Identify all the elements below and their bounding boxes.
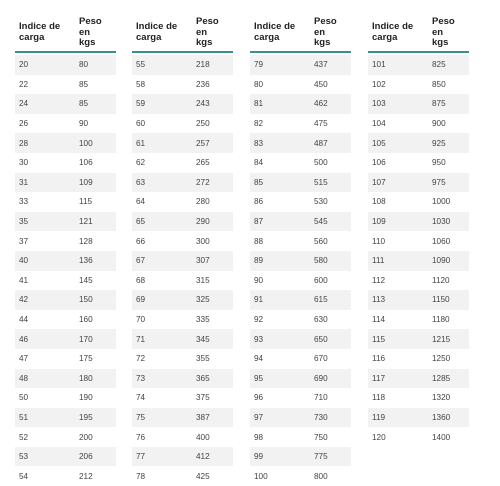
table-header <box>250 15 351 53</box>
load-index-cell: 26 <box>19 119 29 129</box>
table-row <box>368 329 469 349</box>
weight-cell: 325 <box>196 295 210 305</box>
table-row <box>15 310 116 330</box>
weight-cell: 730 <box>314 412 328 422</box>
weight-cell: 1320 <box>432 393 451 403</box>
load-index-cell: 75 <box>136 412 146 422</box>
weight-cell: 450 <box>314 79 328 89</box>
table-row <box>132 349 233 369</box>
table-row <box>368 153 469 173</box>
table-row <box>368 75 469 95</box>
weight-cell: 475 <box>314 119 328 129</box>
load-index-cell: 52 <box>19 432 29 442</box>
weight-cell: 650 <box>314 334 328 344</box>
load-index-cell: 99 <box>254 452 264 462</box>
load-index-cell: 28 <box>19 138 29 148</box>
weight-cell: 272 <box>196 177 210 187</box>
load-index-cell: 78 <box>136 471 146 481</box>
table-header <box>132 15 233 53</box>
table-row <box>15 427 116 447</box>
weight-cell: 128 <box>79 236 93 246</box>
weight-cell: 825 <box>432 60 446 70</box>
weight-cell: 1180 <box>432 315 450 325</box>
weight-cell: 800 <box>314 471 328 481</box>
load-index-cell: 40 <box>19 256 29 266</box>
weight-cell: 500 <box>314 158 328 168</box>
table-row <box>132 173 233 193</box>
load-index-cell: 116 <box>372 354 386 364</box>
weight-cell: 400 <box>196 432 210 442</box>
weight-cell: 425 <box>196 471 210 481</box>
weight-cell: 190 <box>79 393 93 403</box>
weight-cell: 1360 <box>432 412 451 422</box>
table-row <box>250 231 351 251</box>
table-row <box>15 349 116 369</box>
load-index-cell: 108 <box>372 197 386 207</box>
load-index-cell: 92 <box>254 315 264 325</box>
load-index-cell: 91 <box>254 295 264 305</box>
load-index-cell: 98 <box>254 432 264 442</box>
load-index-cell: 50 <box>19 393 29 403</box>
table-row <box>15 251 116 271</box>
weight-cell: 315 <box>196 275 210 285</box>
load-index-cell: 33 <box>19 197 29 207</box>
weight-cell: 80 <box>79 60 89 70</box>
table-row <box>132 75 233 95</box>
weight-cell: 180 <box>79 373 93 383</box>
table-row <box>250 290 351 310</box>
load-index-cell: 107 <box>372 177 386 187</box>
weight-cell: 250 <box>196 119 210 129</box>
table-row <box>132 231 233 251</box>
load-table-2 <box>132 15 233 486</box>
table-row <box>132 212 233 232</box>
table-row <box>132 329 233 349</box>
weight-cell: 1150 <box>432 295 450 305</box>
load-index-cell: 60 <box>136 119 146 129</box>
load-index-cell: 55 <box>136 60 146 70</box>
load-index-cell: 69 <box>136 295 146 305</box>
table-row <box>368 271 469 291</box>
table-row <box>15 173 116 193</box>
weight-header: Peso en kgs <box>196 16 219 48</box>
weight-cell: 345 <box>196 334 210 344</box>
weight-cell: 710 <box>314 393 328 403</box>
weight-cell: 136 <box>79 256 93 266</box>
weight-cell: 160 <box>79 315 93 325</box>
weight-cell: 1030 <box>432 217 451 227</box>
load-index-cell: 83 <box>254 138 264 148</box>
table-header <box>15 15 116 53</box>
load-index-cell: 51 <box>19 412 29 422</box>
weight-cell: 1250 <box>432 354 451 364</box>
weight-cell: 100 <box>79 138 93 148</box>
weight-cell: 545 <box>314 217 328 227</box>
weight-cell: 437 <box>314 60 328 70</box>
load-index-cell: 117 <box>372 373 386 383</box>
load-index-cell: 81 <box>254 99 264 109</box>
load-index-cell: 115 <box>372 334 386 344</box>
load-index-cell: 30 <box>19 158 29 168</box>
table-row <box>132 55 233 75</box>
load-index-cell: 31 <box>19 177 29 187</box>
weight-cell: 175 <box>79 354 93 364</box>
table-row <box>15 290 116 310</box>
load-index-cell: 66 <box>136 236 146 246</box>
load-index-cell: 119 <box>372 412 386 422</box>
load-index-cell: 118 <box>372 393 386 403</box>
weight-cell: 1060 <box>432 236 451 246</box>
weight-cell: 487 <box>314 138 328 148</box>
table-row <box>368 369 469 389</box>
table-row <box>250 369 351 389</box>
weight-cell: 775 <box>314 452 328 462</box>
table-row <box>368 251 469 271</box>
table-row <box>15 133 116 153</box>
table-row <box>132 153 233 173</box>
weight-cell: 170 <box>79 334 93 344</box>
table-row <box>132 251 233 271</box>
load-index-cell: 94 <box>254 354 264 364</box>
table-row <box>250 329 351 349</box>
load-index-cell: 105 <box>372 138 386 148</box>
weight-cell: 462 <box>314 99 328 109</box>
load-table-1 <box>15 15 116 486</box>
weight-cell: 412 <box>196 452 210 462</box>
load-index-cell: 42 <box>19 295 29 305</box>
load-index-cell: 113 <box>372 295 386 305</box>
weight-cell: 307 <box>196 256 210 266</box>
weight-cell: 1285 <box>432 373 451 383</box>
table-row <box>368 290 469 310</box>
table-row <box>368 94 469 114</box>
load-index-cell: 120 <box>372 432 386 442</box>
table-row <box>15 271 116 291</box>
load-index-cell: 41 <box>19 275 29 285</box>
load-index-cell: 100 <box>254 471 268 481</box>
load-index-cell: 96 <box>254 393 264 403</box>
table-row <box>250 153 351 173</box>
load-index-cell: 65 <box>136 217 146 227</box>
load-index-cell: 110 <box>372 236 386 246</box>
table-row <box>250 466 351 486</box>
table-rows <box>132 55 233 486</box>
table-row <box>15 231 116 251</box>
weight-header: Peso en kgs <box>432 16 455 48</box>
weight-header: Peso en kgs <box>314 16 337 48</box>
weight-cell: 950 <box>432 158 446 168</box>
table-rows <box>368 55 469 447</box>
table-row <box>132 408 233 428</box>
table-row <box>132 466 233 486</box>
weight-cell: 600 <box>314 275 328 285</box>
weight-cell: 690 <box>314 373 328 383</box>
table-row <box>132 310 233 330</box>
table-row <box>368 55 469 75</box>
table-row <box>368 114 469 134</box>
load-index-cell: 80 <box>254 79 264 89</box>
table-row <box>250 310 351 330</box>
table-row <box>368 408 469 428</box>
load-index-cell: 88 <box>254 236 264 246</box>
table-row <box>368 173 469 193</box>
weight-cell: 560 <box>314 236 328 246</box>
table-row <box>132 271 233 291</box>
load-index-cell: 24 <box>19 99 29 109</box>
weight-cell: 236 <box>196 79 210 89</box>
weight-cell: 335 <box>196 315 210 325</box>
load-index-cell: 90 <box>254 275 264 285</box>
weight-cell: 375 <box>196 393 210 403</box>
load-table-4 <box>368 15 469 447</box>
weight-cell: 875 <box>432 99 446 109</box>
weight-cell: 1400 <box>432 432 451 442</box>
weight-cell: 212 <box>79 471 93 481</box>
weight-cell: 195 <box>79 412 93 422</box>
weight-cell: 257 <box>196 138 210 148</box>
table-row <box>15 75 116 95</box>
weight-cell: 925 <box>432 138 446 148</box>
load-index-cell: 67 <box>136 256 146 266</box>
load-index-cell: 79 <box>254 60 264 70</box>
table-row <box>15 466 116 486</box>
load-index-cell: 68 <box>136 275 146 285</box>
weight-cell: 121 <box>79 217 93 227</box>
weight-cell: 109 <box>79 177 93 187</box>
load-index-cell: 64 <box>136 197 146 207</box>
weight-cell: 90 <box>79 119 89 129</box>
weight-cell: 115 <box>79 197 93 207</box>
load-index-cell: 102 <box>372 79 386 89</box>
load-index-cell: 47 <box>19 354 29 364</box>
table-row <box>368 133 469 153</box>
table-header <box>368 15 469 53</box>
load-index-cell: 112 <box>372 275 386 285</box>
weight-cell: 975 <box>432 177 446 187</box>
weight-cell: 300 <box>196 236 210 246</box>
table-row <box>15 388 116 408</box>
index-header: Indice de carga <box>136 21 178 43</box>
weight-cell: 900 <box>432 119 446 129</box>
load-index-cell: 20 <box>19 60 29 70</box>
index-header: Indice de carga <box>372 21 414 43</box>
load-index-cell: 59 <box>136 99 146 109</box>
table-row <box>250 55 351 75</box>
weight-cell: 265 <box>196 158 210 168</box>
index-header: Indice de carga <box>19 21 61 43</box>
table-row <box>250 94 351 114</box>
load-index-cell: 72 <box>136 354 146 364</box>
load-index-cell: 53 <box>19 452 29 462</box>
table-row <box>15 94 116 114</box>
load-index-cell: 97 <box>254 412 264 422</box>
weight-cell: 355 <box>196 354 210 364</box>
table-row <box>132 133 233 153</box>
table-row <box>250 192 351 212</box>
table-row <box>250 271 351 291</box>
table-row <box>15 114 116 134</box>
weight-cell: 85 <box>79 79 89 89</box>
weight-cell: 387 <box>196 412 210 422</box>
weight-cell: 630 <box>314 315 328 325</box>
table-row <box>368 231 469 251</box>
weight-cell: 850 <box>432 79 446 89</box>
table-row <box>132 192 233 212</box>
weight-cell: 670 <box>314 354 328 364</box>
weight-cell: 218 <box>196 60 210 70</box>
weight-cell: 243 <box>196 99 210 109</box>
table-row <box>132 94 233 114</box>
weight-cell: 200 <box>79 432 93 442</box>
load-index-cell: 111 <box>372 256 385 266</box>
table-row <box>250 349 351 369</box>
load-index-cell: 89 <box>254 256 264 266</box>
weight-cell: 1120 <box>432 275 450 285</box>
load-index-cell: 54 <box>19 471 29 481</box>
table-row <box>368 427 469 447</box>
weight-cell: 1215 <box>432 334 451 344</box>
table-row <box>250 388 351 408</box>
table-row <box>15 408 116 428</box>
load-index-cell: 44 <box>19 315 29 325</box>
table-row <box>132 369 233 389</box>
table-row <box>368 349 469 369</box>
load-index-cell: 35 <box>19 217 29 227</box>
load-index-cell: 46 <box>19 334 29 344</box>
weight-header: Peso en kgs <box>79 16 102 48</box>
table-row <box>15 55 116 75</box>
table-rows <box>15 55 116 486</box>
table-row <box>368 192 469 212</box>
table-row <box>132 290 233 310</box>
table-row <box>132 114 233 134</box>
weight-cell: 515 <box>314 177 328 187</box>
weight-cell: 106 <box>79 158 93 168</box>
load-index-cell: 37 <box>19 236 29 246</box>
load-index-cell: 76 <box>136 432 146 442</box>
load-index-cell: 58 <box>136 79 146 89</box>
load-index-cell: 82 <box>254 119 264 129</box>
table-row <box>250 251 351 271</box>
load-index-cell: 84 <box>254 158 264 168</box>
load-index-cell: 62 <box>136 158 146 168</box>
load-index-cell: 95 <box>254 373 264 383</box>
weight-cell: 150 <box>79 295 93 305</box>
load-index-cell: 48 <box>19 373 29 383</box>
table-row <box>132 388 233 408</box>
load-index-cell: 73 <box>136 373 146 383</box>
load-index-cell: 77 <box>136 452 146 462</box>
load-index-cell: 114 <box>372 315 386 325</box>
table-row <box>15 329 116 349</box>
weight-cell: 750 <box>314 432 328 442</box>
load-index-cell: 104 <box>372 119 386 129</box>
load-index-cell: 71 <box>136 334 146 344</box>
weight-cell: 280 <box>196 197 210 207</box>
weight-cell: 1090 <box>432 256 451 266</box>
weight-cell: 580 <box>314 256 328 266</box>
table-row <box>368 388 469 408</box>
weight-cell: 615 <box>314 295 328 305</box>
load-table-3 <box>250 15 351 486</box>
load-index-cell: 103 <box>372 99 386 109</box>
weight-cell: 85 <box>79 99 89 109</box>
table-row <box>15 369 116 389</box>
weight-cell: 206 <box>79 452 93 462</box>
table-row <box>250 75 351 95</box>
load-index-cell: 22 <box>19 79 29 89</box>
load-index-cell: 85 <box>254 177 264 187</box>
weight-cell: 290 <box>196 217 210 227</box>
load-index-cell: 74 <box>136 393 146 403</box>
load-index-cell: 86 <box>254 197 264 207</box>
load-index-cell: 109 <box>372 217 386 227</box>
load-index-cell: 106 <box>372 158 386 168</box>
load-index-cell: 61 <box>136 138 146 148</box>
table-row <box>15 212 116 232</box>
table-row <box>250 212 351 232</box>
table-row <box>368 212 469 232</box>
table-rows <box>250 55 351 486</box>
table-row <box>250 408 351 428</box>
table-row <box>250 114 351 134</box>
load-index-cell: 93 <box>254 334 264 344</box>
table-row <box>250 133 351 153</box>
weight-cell: 145 <box>79 275 93 285</box>
table-row <box>250 427 351 447</box>
load-index-cell: 70 <box>136 315 146 325</box>
table-row <box>368 310 469 330</box>
weight-cell: 365 <box>196 373 210 383</box>
load-index-cell: 63 <box>136 177 146 187</box>
table-row <box>15 153 116 173</box>
table-row <box>15 192 116 212</box>
index-header: Indice de carga <box>254 21 296 43</box>
table-row <box>250 173 351 193</box>
load-index-cell: 87 <box>254 217 264 227</box>
load-index-cell: 101 <box>372 60 386 70</box>
table-row <box>132 427 233 447</box>
weight-cell: 530 <box>314 197 328 207</box>
weight-cell: 1000 <box>432 197 451 207</box>
